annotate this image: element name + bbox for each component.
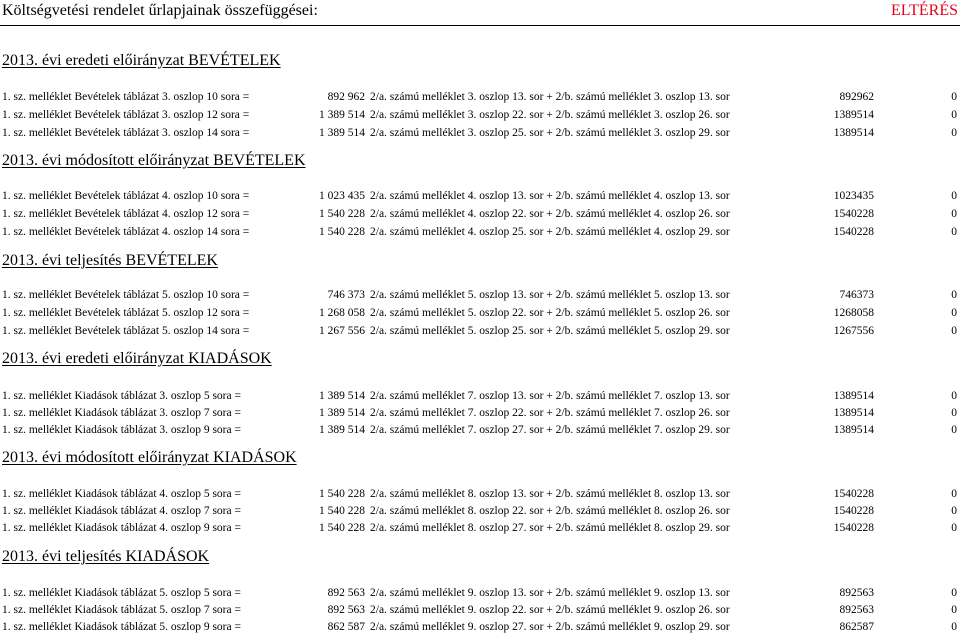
row-difference: 0: [951, 325, 957, 337]
table-row: [0, 287, 960, 303]
row-reference-value: 1540228: [833, 505, 874, 517]
row-value: 1 540 228: [319, 488, 365, 500]
row-value: 746 373: [327, 289, 365, 301]
row-difference: 0: [951, 390, 957, 402]
table-row: [0, 388, 960, 404]
row-reference-value: 1389514: [833, 424, 874, 436]
table-row: [0, 520, 960, 536]
row-description: 1. sz. melléklet Bevételek táblázat 3. oszlop 10 sora =: [2, 91, 250, 103]
row-description: 1. sz. melléklet Kiadások táblázat 5. oszlop 7 sora =: [2, 604, 241, 616]
section-heading: 2013. évi módosított előirányzat KIADÁSOK: [2, 449, 297, 466]
table-row: [0, 188, 960, 204]
row-difference: 0: [951, 289, 957, 301]
row-value: 1 023 435: [319, 190, 365, 202]
row-description: 1. sz. melléklet Kiadások táblázat 4. oszlop 7 sora =: [2, 505, 241, 517]
row-difference: 0: [951, 505, 957, 517]
row-value: 892 563: [327, 604, 365, 616]
row-description: 1. sz. melléklet Bevételek táblázat 4. oszlop 14 sora =: [2, 226, 250, 238]
page-title: Költségvetési rendelet űrlapjainak összefüggései:: [2, 2, 318, 19]
section-heading: 2013. évi teljesítés KIADÁSOK: [2, 548, 210, 565]
row-description: 1. sz. melléklet Kiadások táblázat 3. oszlop 9 sora =: [2, 424, 241, 436]
table-row: [0, 305, 960, 321]
table-row: [0, 107, 960, 123]
row-value: 1 389 514: [319, 109, 365, 121]
row-reference-value: 1540228: [833, 488, 874, 500]
row-value: 892 563: [327, 587, 365, 599]
row-reference-value: 862587: [839, 621, 874, 633]
table-row: [0, 503, 960, 519]
row-reference-value: 892563: [839, 604, 874, 616]
row-reference-value: 1268058: [833, 307, 874, 319]
row-reference-value: 1389514: [833, 109, 874, 121]
section-heading: 2013. évi teljesítés BEVÉTELEK: [2, 252, 218, 269]
row-description: 1. sz. melléklet Bevételek táblázat 3. oszlop 14 sora =: [2, 127, 250, 139]
row-description: 1. sz. melléklet Bevételek táblázat 4. oszlop 10 sora =: [2, 190, 250, 202]
row-difference: 0: [951, 424, 957, 436]
row-description: 1. sz. melléklet Kiadások táblázat 3. oszlop 5 sora =: [2, 390, 241, 402]
row-reference: 2/a. számú melléklet 9. oszlop 27. sor + 2/b. számú melléklet 9. oszlop 29. sor: [370, 621, 730, 633]
row-value: 1 389 514: [319, 127, 365, 139]
row-value: 1 389 514: [319, 424, 365, 436]
row-difference: 0: [951, 522, 957, 534]
row-description: 1. sz. melléklet Bevételek táblázat 5. oszlop 10 sora =: [2, 289, 250, 301]
section-heading: 2013. évi eredeti előirányzat KIADÁSOK: [2, 350, 272, 367]
row-difference: 0: [951, 407, 957, 419]
row-difference: 0: [951, 190, 957, 202]
row-reference-value: 1267556: [833, 325, 874, 337]
table-row: [0, 486, 960, 502]
row-value: 1 389 514: [319, 390, 365, 402]
row-difference: 0: [951, 621, 957, 633]
row-difference: 0: [951, 604, 957, 616]
row-description: 1. sz. melléklet Bevételek táblázat 4. oszlop 12 sora =: [2, 208, 250, 220]
row-description: 1. sz. melléklet Bevételek táblázat 3. oszlop 12 sora =: [2, 109, 250, 121]
row-value: 1 389 514: [319, 407, 365, 419]
row-reference: 2/a. számú melléklet 4. oszlop 13. sor + 2/b. számú melléklet 4. oszlop 13. sor: [370, 190, 730, 202]
difference-column-header: ELTÉRÉS: [891, 2, 958, 19]
row-reference: 2/a. számú melléklet 9. oszlop 22. sor + 2/b. számú melléklet 9. oszlop 26. sor: [370, 604, 730, 616]
row-value: 1 540 228: [319, 226, 365, 238]
table-row: [0, 585, 960, 601]
row-description: 1. sz. melléklet Kiadások táblázat 4. oszlop 5 sora =: [2, 488, 241, 500]
row-reference: 2/a. számú melléklet 5. oszlop 22. sor + 2/b. számú melléklet 5. oszlop 26. sor: [370, 307, 730, 319]
row-reference: 2/a. számú melléklet 5. oszlop 13. sor + 2/b. számú melléklet 5. oszlop 13. sor: [370, 289, 730, 301]
row-reference: 2/a. számú melléklet 3. oszlop 13. sor + 2/b. számú melléklet 3. oszlop 13. sor: [370, 91, 730, 103]
row-difference: 0: [951, 109, 957, 121]
header-divider: [0, 25, 960, 26]
table-row: [0, 405, 960, 421]
row-reference-value: 1540228: [833, 226, 874, 238]
row-reference: 2/a. számú melléklet 7. oszlop 27. sor + 2/b. számú melléklet 7. oszlop 29. sor: [370, 424, 730, 436]
row-value: 1 540 228: [319, 208, 365, 220]
row-value: 1 540 228: [319, 505, 365, 517]
section-heading: 2013. évi eredeti előirányzat BEVÉTELEK: [2, 52, 281, 69]
section-heading: 2013. évi módosított előirányzat BEVÉTELEK: [2, 152, 306, 169]
row-reference: 2/a. számú melléklet 4. oszlop 25. sor + 2/b. számú melléklet 4. oszlop 29. sor: [370, 226, 730, 238]
row-reference: 2/a. számú melléklet 5. oszlop 25. sor + 2/b. számú melléklet 5. oszlop 29. sor: [370, 325, 730, 337]
table-row: [0, 422, 960, 438]
table-row: [0, 323, 960, 339]
row-description: 1. sz. melléklet Kiadások táblázat 5. oszlop 9 sora =: [2, 621, 241, 633]
table-row: [0, 206, 960, 222]
table-row: [0, 89, 960, 105]
row-reference-value: 892962: [839, 91, 874, 103]
row-difference: 0: [951, 488, 957, 500]
row-reference: 2/a. számú melléklet 3. oszlop 25. sor + 2/b. számú melléklet 3. oszlop 29. sor: [370, 127, 730, 139]
row-description: 1. sz. melléklet Kiadások táblázat 4. oszlop 9 sora =: [2, 522, 241, 534]
row-reference-value: 1023435: [833, 190, 874, 202]
row-reference: 2/a. számú melléklet 8. oszlop 27. sor + 2/b. számú melléklet 8. oszlop 29. sor: [370, 522, 730, 534]
row-reference-value: 1540228: [833, 208, 874, 220]
row-reference: 2/a. számú melléklet 8. oszlop 13. sor + 2/b. számú melléklet 8. oszlop 13. sor: [370, 488, 730, 500]
row-difference: 0: [951, 587, 957, 599]
row-reference: 2/a. számú melléklet 9. oszlop 13. sor + 2/b. számú melléklet 9. oszlop 13. sor: [370, 587, 730, 599]
row-value: 892 962: [327, 91, 365, 103]
row-difference: 0: [951, 307, 957, 319]
row-description: 1. sz. melléklet Kiadások táblázat 3. oszlop 7 sora =: [2, 407, 241, 419]
row-value: 1 268 058: [319, 307, 365, 319]
row-reference-value: 1389514: [833, 390, 874, 402]
row-description: 1. sz. melléklet Bevételek táblázat 5. oszlop 14 sora =: [2, 325, 250, 337]
row-reference-value: 1389514: [833, 127, 874, 139]
row-reference-value: 1540228: [833, 522, 874, 534]
row-difference: 0: [951, 91, 957, 103]
row-value: 862 587: [327, 621, 365, 633]
table-row: [0, 125, 960, 141]
row-reference: 2/a. számú melléklet 3. oszlop 22. sor + 2/b. számú melléklet 3. oszlop 26. sor: [370, 109, 730, 121]
row-reference-value: 746373: [839, 289, 874, 301]
row-reference: 2/a. számú melléklet 7. oszlop 22. sor + 2/b. számú melléklet 7. oszlop 26. sor: [370, 407, 730, 419]
row-reference-value: 1389514: [833, 407, 874, 419]
row-difference: 0: [951, 208, 957, 220]
table-row: [0, 224, 960, 240]
row-difference: 0: [951, 226, 957, 238]
row-reference: 2/a. számú melléklet 7. oszlop 13. sor + 2/b. számú melléklet 7. oszlop 13. sor: [370, 390, 730, 402]
row-description: 1. sz. melléklet Kiadások táblázat 5. oszlop 5 sora =: [2, 587, 241, 599]
row-reference-value: 892563: [839, 587, 874, 599]
table-row: [0, 602, 960, 618]
row-value: 1 540 228: [319, 522, 365, 534]
row-description: 1. sz. melléklet Bevételek táblázat 5. oszlop 12 sora =: [2, 307, 250, 319]
row-value: 1 267 556: [319, 325, 365, 337]
row-difference: 0: [951, 127, 957, 139]
row-reference: 2/a. számú melléklet 4. oszlop 22. sor + 2/b. számú melléklet 4. oszlop 26. sor: [370, 208, 730, 220]
row-reference: 2/a. számú melléklet 8. oszlop 22. sor + 2/b. számú melléklet 8. oszlop 26. sor: [370, 505, 730, 517]
